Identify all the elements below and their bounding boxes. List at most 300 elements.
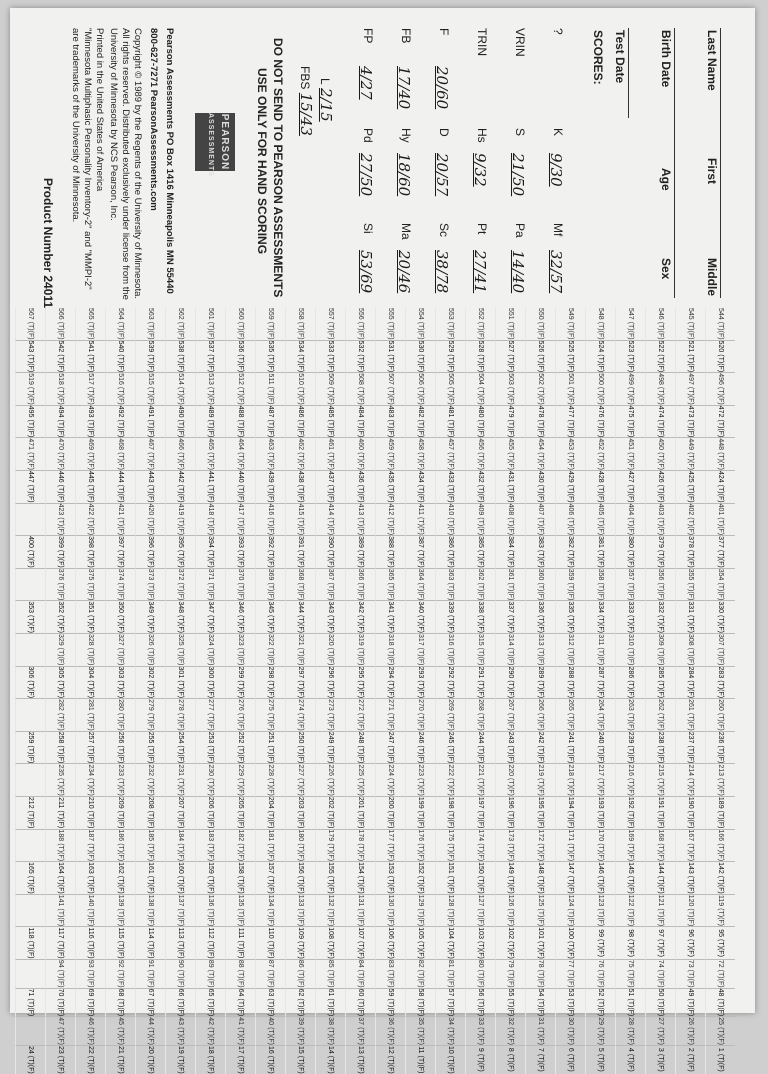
true-bubble[interactable]: (T) [267, 745, 274, 755]
true-bubble[interactable]: (T) [357, 1027, 364, 1037]
true-bubble[interactable]: (T) [627, 939, 634, 948]
true-bubble[interactable]: (T) [447, 745, 454, 755]
false-bubble[interactable]: (F) [267, 461, 274, 470]
true-bubble[interactable]: (T) [627, 680, 634, 690]
true-bubble[interactable]: (T) [627, 549, 634, 559]
true-bubble[interactable]: (T) [147, 1027, 154, 1037]
false-bubble[interactable]: (F) [237, 1036, 244, 1045]
true-bubble[interactable]: (T) [657, 939, 664, 948]
true-bubble[interactable]: (T) [627, 712, 634, 722]
false-bubble[interactable]: (F) [627, 852, 634, 862]
true-bubble[interactable]: (T) [627, 354, 634, 364]
false-bubble[interactable]: (F) [357, 949, 364, 959]
false-bubble[interactable]: (F) [717, 623, 724, 633]
true-bubble[interactable]: (T) [327, 875, 334, 885]
true-bubble[interactable]: (T) [627, 386, 634, 396]
false-bubble[interactable]: (F) [507, 852, 514, 862]
false-bubble[interactable]: (F) [117, 852, 124, 862]
false-bubble[interactable]: (F) [387, 1064, 394, 1074]
false-bubble[interactable]: (F) [87, 754, 94, 764]
false-bubble[interactable]: (F) [447, 558, 454, 568]
false-bubble[interactable]: (F) [477, 689, 484, 699]
true-bubble[interactable]: (T) [687, 517, 694, 527]
true-bubble[interactable]: (T) [417, 875, 424, 885]
true-bubble[interactable]: (T) [657, 549, 664, 559]
true-bubble[interactable]: (T) [687, 386, 694, 396]
true-bubble[interactable]: (T) [687, 969, 694, 979]
true-bubble[interactable]: (T) [477, 810, 484, 820]
true-bubble[interactable]: (T) [597, 745, 604, 755]
false-bubble[interactable]: (F) [207, 786, 214, 796]
true-bubble[interactable]: (T) [207, 680, 214, 690]
false-bubble[interactable]: (F) [597, 428, 604, 438]
true-bubble[interactable]: (T) [387, 940, 394, 950]
false-bubble[interactable]: (F) [237, 819, 244, 829]
true-bubble[interactable]: (T) [357, 875, 364, 885]
false-bubble[interactable]: (F) [237, 917, 244, 927]
true-bubble[interactable]: (T) [327, 680, 334, 690]
true-bubble[interactable]: (T) [477, 517, 484, 527]
true-bubble[interactable]: (T) [57, 1027, 64, 1037]
false-bubble[interactable]: (F) [267, 1007, 274, 1017]
true-bubble[interactable]: (T) [417, 680, 424, 690]
false-bubble[interactable]: (F) [27, 395, 34, 405]
false-bubble[interactable]: (F) [267, 591, 274, 601]
true-bubble[interactable]: (T) [477, 998, 484, 1008]
false-bubble[interactable]: (F) [537, 1036, 544, 1045]
true-bubble[interactable]: (T) [267, 969, 274, 979]
true-bubble[interactable]: (T) [687, 745, 694, 755]
true-bubble[interactable]: (T) [687, 778, 694, 787]
false-bubble[interactable]: (F) [627, 461, 634, 470]
false-bubble[interactable]: (F) [507, 363, 514, 373]
false-bubble[interactable]: (F) [417, 395, 424, 405]
true-bubble[interactable]: (T) [477, 1027, 484, 1037]
false-bubble[interactable]: (F) [477, 721, 484, 731]
true-bubble[interactable]: (T) [387, 582, 394, 592]
false-bubble[interactable]: (F) [177, 363, 184, 373]
false-bubble[interactable]: (F) [57, 428, 64, 438]
false-bubble[interactable]: (F) [87, 623, 94, 633]
true-bubble[interactable]: (T) [147, 582, 154, 592]
true-bubble[interactable]: (T) [657, 680, 664, 690]
true-bubble[interactable]: (T) [237, 354, 244, 364]
false-bubble[interactable]: (F) [177, 656, 184, 666]
true-bubble[interactable]: (T) [507, 908, 514, 918]
false-bubble[interactable]: (F) [147, 917, 154, 927]
true-bubble[interactable]: (T) [327, 419, 334, 429]
false-bubble[interactable]: (F) [417, 591, 424, 601]
false-bubble[interactable]: (F) [687, 884, 694, 894]
true-bubble[interactable]: (T) [177, 484, 184, 494]
false-bubble[interactable]: (F) [447, 656, 454, 666]
false-bubble[interactable]: (F) [147, 656, 154, 666]
false-bubble[interactable]: (F) [687, 852, 694, 862]
false-bubble[interactable]: (F) [417, 884, 424, 894]
false-bubble[interactable]: (F) [657, 947, 664, 957]
false-bubble[interactable]: (F) [597, 721, 604, 731]
false-bubble[interactable]: (F) [147, 949, 154, 959]
true-bubble[interactable]: (T) [117, 908, 124, 918]
false-bubble[interactable]: (F) [537, 689, 544, 699]
true-bubble[interactable]: (T) [627, 998, 634, 1008]
false-bubble[interactable]: (F) [477, 852, 484, 862]
true-bubble[interactable]: (T) [297, 452, 304, 462]
true-bubble[interactable]: (T) [507, 998, 514, 1008]
false-bubble[interactable]: (F) [507, 623, 514, 633]
false-bubble[interactable]: (F) [687, 591, 694, 601]
false-bubble[interactable]: (F) [267, 363, 274, 373]
false-bubble[interactable]: (F) [147, 428, 154, 438]
true-bubble[interactable]: (T) [597, 939, 604, 948]
true-bubble[interactable]: (T) [537, 940, 544, 950]
false-bubble[interactable]: (F) [267, 428, 274, 438]
false-bubble[interactable]: (F) [627, 819, 634, 829]
true-bubble[interactable]: (T) [717, 419, 724, 429]
true-bubble[interactable]: (T) [87, 969, 94, 979]
false-bubble[interactable]: (F) [387, 917, 394, 927]
true-bubble[interactable]: (T) [447, 712, 454, 722]
true-bubble[interactable]: (T) [27, 452, 34, 462]
false-bubble[interactable]: (F) [327, 656, 334, 666]
true-bubble[interactable]: (T) [627, 843, 634, 853]
true-bubble[interactable]: (T) [117, 582, 124, 592]
true-bubble[interactable]: (T) [417, 484, 424, 494]
false-bubble[interactable]: (F) [717, 786, 724, 796]
true-bubble[interactable]: (T) [57, 908, 64, 918]
true-bubble[interactable]: (T) [387, 1055, 394, 1065]
true-bubble[interactable]: (T) [87, 419, 94, 429]
false-bubble[interactable]: (F) [147, 395, 154, 405]
true-bubble[interactable]: (T) [417, 778, 424, 787]
true-bubble[interactable]: (T) [297, 875, 304, 885]
false-bubble[interactable]: (F) [567, 558, 574, 568]
true-bubble[interactable]: (T) [357, 998, 364, 1008]
false-bubble[interactable]: (F) [597, 461, 604, 470]
false-bubble[interactable]: (F) [207, 1064, 214, 1074]
false-bubble[interactable]: (F) [537, 656, 544, 666]
false-bubble[interactable]: (F) [147, 1007, 154, 1017]
true-bubble[interactable]: (T) [237, 484, 244, 494]
false-bubble[interactable]: (F) [207, 1007, 214, 1017]
true-bubble[interactable]: (T) [477, 969, 484, 979]
true-bubble[interactable]: (T) [567, 908, 574, 918]
false-bubble[interactable]: (F) [357, 363, 364, 373]
true-bubble[interactable]: (T) [297, 354, 304, 364]
false-bubble[interactable]: (F) [417, 428, 424, 438]
false-bubble[interactable]: (F) [417, 949, 424, 959]
false-bubble[interactable]: (F) [267, 978, 274, 988]
false-bubble[interactable]: (F) [537, 1007, 544, 1017]
false-bubble[interactable]: (F) [207, 754, 214, 764]
false-bubble[interactable]: (F) [147, 526, 154, 536]
false-bubble[interactable]: (F) [537, 786, 544, 796]
true-bubble[interactable]: (T) [507, 875, 514, 885]
true-bubble[interactable]: (T) [327, 843, 334, 853]
true-bubble[interactable]: (T) [477, 908, 484, 918]
true-bubble[interactable]: (T) [297, 582, 304, 592]
true-bubble[interactable]: (T) [537, 843, 544, 853]
true-bubble[interactable]: (T) [177, 745, 184, 755]
true-bubble[interactable]: (T) [417, 810, 424, 820]
false-bubble[interactable]: (F) [297, 978, 304, 988]
false-bubble[interactable]: (F) [477, 1062, 484, 1072]
false-bubble[interactable]: (F) [147, 786, 154, 796]
false-bubble[interactable]: (F) [87, 852, 94, 862]
false-bubble[interactable]: (F) [417, 1036, 424, 1045]
true-bubble[interactable]: (T) [477, 386, 484, 396]
true-bubble[interactable]: (T) [327, 908, 334, 918]
true-bubble[interactable]: (T) [327, 582, 334, 592]
false-bubble[interactable]: (F) [297, 1007, 304, 1017]
false-bubble[interactable]: (F) [717, 819, 724, 829]
true-bubble[interactable]: (T) [237, 517, 244, 527]
true-bubble[interactable]: (T) [447, 647, 454, 657]
true-bubble[interactable]: (T) [57, 778, 64, 787]
false-bubble[interactable]: (F) [507, 949, 514, 959]
false-bubble[interactable]: (F) [237, 949, 244, 959]
false-bubble[interactable]: (F) [717, 1036, 724, 1045]
true-bubble[interactable]: (T) [417, 419, 424, 429]
false-bubble[interactable]: (F) [507, 1007, 514, 1017]
true-bubble[interactable]: (T) [327, 321, 334, 331]
false-bubble[interactable]: (F) [387, 461, 394, 470]
true-bubble[interactable]: (T) [207, 908, 214, 918]
true-bubble[interactable]: (T) [597, 778, 604, 787]
false-bubble[interactable]: (F) [507, 754, 514, 764]
false-bubble[interactable]: (F) [57, 363, 64, 373]
true-bubble[interactable]: (T) [87, 712, 94, 722]
false-bubble[interactable]: (F) [537, 949, 544, 959]
true-bubble[interactable]: (T) [207, 549, 214, 559]
false-bubble[interactable]: (F) [567, 526, 574, 536]
false-bubble[interactable]: (F) [237, 689, 244, 699]
true-bubble[interactable]: (T) [597, 998, 604, 1008]
false-bubble[interactable]: (F) [507, 330, 514, 340]
false-bubble[interactable]: (F) [297, 623, 304, 633]
true-bubble[interactable]: (T) [507, 517, 514, 527]
true-bubble[interactable]: (T) [477, 615, 484, 624]
true-bubble[interactable]: (T) [657, 712, 664, 722]
false-bubble[interactable]: (F) [357, 526, 364, 536]
true-bubble[interactable]: (T) [417, 745, 424, 755]
false-bubble[interactable]: (F) [147, 461, 154, 470]
true-bubble[interactable]: (T) [117, 517, 124, 527]
false-bubble[interactable]: (F) [447, 330, 454, 340]
true-bubble[interactable]: (T) [357, 908, 364, 918]
true-bubble[interactable]: (T) [627, 875, 634, 885]
true-bubble[interactable]: (T) [177, 940, 184, 950]
true-bubble[interactable]: (T) [627, 1027, 634, 1037]
true-bubble[interactable]: (T) [327, 712, 334, 722]
false-bubble[interactable]: (F) [267, 1064, 274, 1074]
true-bubble[interactable]: (T) [417, 1027, 424, 1037]
true-bubble[interactable]: (T) [297, 810, 304, 820]
true-bubble[interactable]: (T) [357, 940, 364, 950]
false-bubble[interactable]: (F) [567, 656, 574, 666]
true-bubble[interactable]: (T) [147, 875, 154, 885]
false-bubble[interactable]: (F) [327, 461, 334, 470]
false-bubble[interactable]: (F) [327, 917, 334, 927]
true-bubble[interactable]: (T) [597, 582, 604, 592]
false-bubble[interactable]: (F) [477, 917, 484, 927]
false-bubble[interactable]: (F) [357, 493, 364, 503]
true-bubble[interactable]: (T) [717, 908, 724, 918]
true-bubble[interactable]: (T) [207, 647, 214, 657]
true-bubble[interactable]: (T) [207, 354, 214, 364]
false-bubble[interactable]: (F) [507, 558, 514, 568]
true-bubble[interactable]: (T) [417, 843, 424, 853]
false-bubble[interactable]: (F) [537, 721, 544, 731]
true-bubble[interactable]: (T) [687, 452, 694, 462]
true-bubble[interactable]: (T) [417, 386, 424, 396]
true-bubble[interactable]: (T) [117, 778, 124, 787]
false-bubble[interactable]: (F) [207, 461, 214, 470]
false-bubble[interactable]: (F) [147, 689, 154, 699]
false-bubble[interactable]: (F) [567, 1007, 574, 1017]
false-bubble[interactable]: (F) [267, 754, 274, 764]
false-bubble[interactable]: (F) [147, 363, 154, 373]
false-bubble[interactable]: (F) [417, 978, 424, 988]
true-bubble[interactable]: (T) [387, 1027, 394, 1037]
false-bubble[interactable]: (F) [447, 754, 454, 764]
true-bubble[interactable]: (T) [117, 969, 124, 979]
true-bubble[interactable]: (T) [177, 908, 184, 918]
false-bubble[interactable]: (F) [387, 428, 394, 438]
false-bubble[interactable]: (F) [537, 852, 544, 862]
true-bubble[interactable]: (T) [687, 998, 694, 1008]
false-bubble[interactable]: (F) [717, 1007, 724, 1017]
true-bubble[interactable]: (T) [267, 386, 274, 396]
false-bubble[interactable]: (F) [57, 656, 64, 666]
true-bubble[interactable]: (T) [567, 647, 574, 657]
false-bubble[interactable]: (F) [237, 558, 244, 568]
true-bubble[interactable]: (T) [177, 810, 184, 820]
true-bubble[interactable]: (T) [717, 939, 724, 948]
false-bubble[interactable]: (F) [327, 623, 334, 633]
true-bubble[interactable]: (T) [627, 647, 634, 657]
false-bubble[interactable]: (F) [267, 689, 274, 699]
false-bubble[interactable]: (F) [507, 819, 514, 829]
true-bubble[interactable]: (T) [267, 321, 274, 331]
true-bubble[interactable]: (T) [537, 517, 544, 527]
true-bubble[interactable]: (T) [657, 1053, 664, 1063]
true-bubble[interactable]: (T) [477, 549, 484, 559]
true-bubble[interactable]: (T) [387, 875, 394, 885]
true-bubble[interactable]: (T) [357, 549, 364, 559]
true-bubble[interactable]: (T) [237, 745, 244, 755]
true-bubble[interactable]: (T) [417, 452, 424, 462]
true-bubble[interactable]: (T) [447, 940, 454, 950]
false-bubble[interactable]: (F) [267, 656, 274, 666]
true-bubble[interactable]: (T) [297, 969, 304, 979]
false-bubble[interactable]: (F) [297, 819, 304, 829]
false-bubble[interactable]: (F) [627, 978, 634, 988]
false-bubble[interactable]: (F) [87, 428, 94, 438]
false-bubble[interactable]: (F) [207, 395, 214, 405]
false-bubble[interactable]: (F) [327, 363, 334, 373]
true-bubble[interactable]: (T) [687, 908, 694, 918]
false-bubble[interactable]: (F) [117, 754, 124, 764]
false-bubble[interactable]: (F) [387, 363, 394, 373]
false-bubble[interactable]: (F) [687, 1036, 694, 1045]
false-bubble[interactable]: (F) [627, 656, 634, 666]
true-bubble[interactable]: (T) [477, 843, 484, 853]
true-bubble[interactable]: (T) [537, 386, 544, 396]
false-bubble[interactable]: (F) [417, 689, 424, 699]
false-bubble[interactable]: (F) [537, 395, 544, 405]
true-bubble[interactable]: (T) [237, 908, 244, 918]
false-bubble[interactable]: (F) [297, 558, 304, 568]
true-bubble[interactable]: (T) [117, 647, 124, 657]
true-bubble[interactable]: (T) [207, 582, 214, 592]
true-bubble[interactable]: (T) [147, 484, 154, 494]
false-bubble[interactable]: (F) [357, 1036, 364, 1045]
true-bubble[interactable]: (T) [537, 615, 544, 624]
true-bubble[interactable]: (T) [447, 875, 454, 885]
true-bubble[interactable]: (T) [687, 843, 694, 853]
false-bubble[interactable]: (F) [117, 395, 124, 405]
true-bubble[interactable]: (T) [147, 419, 154, 429]
true-bubble[interactable]: (T) [327, 354, 334, 364]
true-bubble[interactable]: (T) [657, 647, 664, 657]
true-bubble[interactable]: (T) [177, 1027, 184, 1037]
true-bubble[interactable]: (T) [207, 517, 214, 527]
false-bubble[interactable]: (F) [687, 689, 694, 699]
true-bubble[interactable]: (T) [537, 778, 544, 787]
true-bubble[interactable]: (T) [207, 419, 214, 429]
false-bubble[interactable]: (F) [387, 623, 394, 633]
false-bubble[interactable]: (F) [237, 721, 244, 731]
true-bubble[interactable]: (T) [597, 419, 604, 429]
true-bubble[interactable]: (T) [507, 1027, 514, 1037]
false-bubble[interactable]: (F) [387, 395, 394, 405]
true-bubble[interactable]: (T) [657, 998, 664, 1008]
false-bubble[interactable]: (F) [57, 1064, 64, 1074]
false-bubble[interactable]: (F) [627, 526, 634, 536]
false-bubble[interactable]: (F) [57, 623, 64, 633]
false-bubble[interactable]: (F) [237, 852, 244, 862]
true-bubble[interactable]: (T) [177, 969, 184, 979]
true-bubble[interactable]: (T) [237, 969, 244, 979]
true-bubble[interactable]: (T) [267, 843, 274, 853]
true-bubble[interactable]: (T) [537, 680, 544, 690]
true-bubble[interactable]: (T) [177, 517, 184, 527]
false-bubble[interactable]: (F) [237, 591, 244, 601]
false-bubble[interactable]: (F) [387, 721, 394, 731]
false-bubble[interactable]: (F) [447, 852, 454, 862]
false-bubble[interactable]: (F) [117, 786, 124, 796]
false-bubble[interactable]: (F) [657, 1007, 664, 1017]
true-bubble[interactable]: (T) [477, 712, 484, 722]
true-bubble[interactable]: (T) [327, 452, 334, 462]
true-bubble[interactable]: (T) [327, 549, 334, 559]
false-bubble[interactable]: (F) [567, 1062, 574, 1072]
true-bubble[interactable]: (T) [177, 1055, 184, 1065]
true-bubble[interactable]: (T) [657, 875, 664, 885]
false-bubble[interactable]: (F) [27, 884, 34, 894]
false-bubble[interactable]: (F) [357, 330, 364, 340]
true-bubble[interactable]: (T) [357, 582, 364, 592]
false-bubble[interactable]: (F) [357, 656, 364, 666]
true-bubble[interactable]: (T) [507, 484, 514, 494]
true-bubble[interactable]: (T) [147, 321, 154, 331]
false-bubble[interactable]: (F) [387, 558, 394, 568]
true-bubble[interactable]: (T) [117, 549, 124, 559]
true-bubble[interactable]: (T) [387, 419, 394, 429]
false-bubble[interactable]: (F) [567, 428, 574, 438]
true-bubble[interactable]: (T) [87, 647, 94, 657]
